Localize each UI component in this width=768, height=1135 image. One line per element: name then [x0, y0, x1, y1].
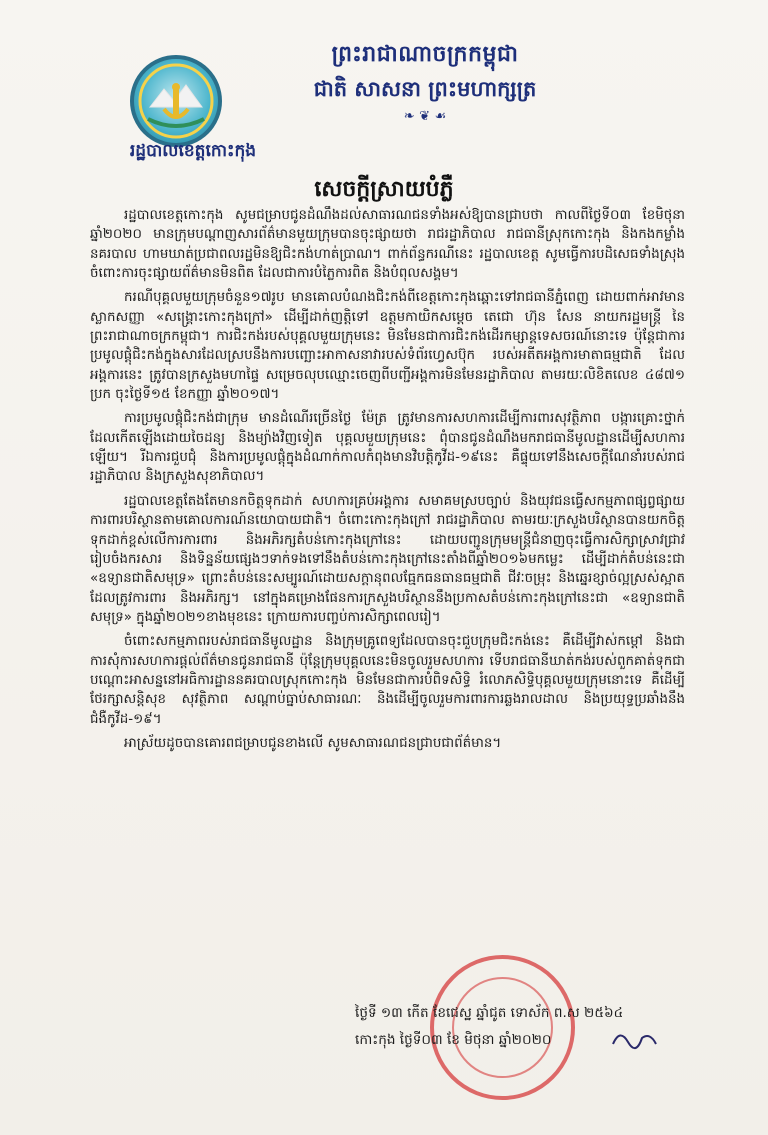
kingdom-line: ព្រះរាជាណាចក្រកម្ពុជា	[331, 42, 519, 67]
paragraph-4: រដ្ឋបាលខេត្តតែងតែមានកចិត្តទុកដាក់ សហការគ្រប់អង្គការ សមាគមស្របច្បាប់ និងយុវជនធ្វើសកម្មភាពផ្សព្វផ្សាយការពារបរិស្ថានតាមគោលការណ៍នយោបាយជាតិ។ ចំពោះកោះកុងក្រៅ រាជរដ្ឋាភិបាល តាមរយៈក្រសួងបរិស្ថានបានយកចិត្តទុកដាក់ខ្ពស់លើការការពារ និងអភិរក្សតំបន់កោះកុងក្រៅនេះ ដោយបញ្ជូនក្រុមមន្ត្រីជំនាញចុះធ្វើការសិក្សាស្រាវជ្រាវរៀបចំងករសារ និងទិន្នន័យផ្សេងៗទាក់ទងទៅនឹងតំបន់កោះកុងក្រៅនេះតាំងពីឆ្នាំ២០១៦មកម្លេះ ដើម្បីដាក់តំបន់នេះជា «ឧទ្យានជាតិសមុទ្រ» ព្រោះតំបន់នេះសម្បូរណ៍ដោយសក្តានុពលធ្មែកធនធានធម្មជាតិ ជីវៈចម្រុះ និងឆ្នេរខ្សាច់ល្អស្រស់ស្អាត ដែលត្រូវការពារ និងអភិរក្ស។ នៅក្នុងគម្រោងផែនការក្រសួងបរិស្ថាននឹងប្រកាសតំបន់កោះកុងក្រៅនេះជា «ឧទ្យានជាតិសមុទ្រ» ក្នុងឆ្នាំ២០២១ខាងមុខនេះ ក្រោយការបញ្ចប់ការសិក្សាពេលរៀ។	[90, 493, 685, 625]
kingdom-header	[250, 40, 600, 124]
document-body	[90, 206, 685, 758]
solar-date: កោះកុង ថ្ងៃទី០៣ ខែ មិថុនា ឆ្នាំ២០២០	[355, 1032, 552, 1048]
document-title: សេចក្តីស្រាយបំភ្លឺ	[314, 177, 454, 202]
paragraph-5: ចំពោះសកម្មភាពរបស់រាជធានីមូលដ្ឋាន និងក្រុមគ្រូពេទ្យដែលបានចុះជួបក្រុមជិះកង់នេះ គឺដើម្បីវាស់កម្តៅ និងជាការសុំការសហការផ្តល់ព័ត៌មានជូនរាជធានី ប៉ុន្តែក្រុមបុគ្គលនេះមិនចូលរួមសហការ ទើបរាជធានីឃាត់កង់របស់ពួកគាត់ទុកជាបណ្តោះអាសន្ននៅអធិការដ្ឋាននគរបាលស្រុកកោះកុង មិនមែនជាការបំពិទសិទ្ធិ រំលោភសិទ្ធិបុគ្គលមួយក្រុមនោះទេ គឺដើម្បីថែរក្សាសន្តិសុខ សុវត្ថិភាព សណ្តាប់ធ្នាប់សាធារណៈ និងដើម្បីចូលរួមការពារការឆ្លងរាលដាល និងប្រយុទ្ធប្រឆាំងនឹងជំងឺកូវីដ-១៩។	[90, 634, 685, 727]
organization-name: រដ្ឋបាលខេត្តកោះកុង	[129, 141, 257, 161]
paragraph-3: ការប្រមូលផ្តុំជិះកង់ជាក្រុម មានដំណើរច្រើនថ្ងៃ ម៉ែត្រ ត្រូវមានការសហការដើម្បីការពារសុវត្ថិភាព បង្ការគ្រោះថ្នាក់ដែលកើតឡើងដោយចៃដន្យ និងម្យ៉ាងវិញទៀត បុគ្គលមួយក្រុមនេះ ពុំបានជូនដំណឹងមករាជធានីមូលដ្ឋានដើម្បីសហការឡើយ។ រីឯការជួបជុំ និងការប្រមូលផ្តុំក្នុងដំណាក់កាលកំពុងមានវិបត្តិកូវីដ-១៩នេះ គឺផ្ទុយទៅនឹងសេចក្តីណែនាំរបស់រាជរដ្ឋាភិបាល និងក្រសួងសុខាភិបាល។	[90, 411, 685, 485]
paragraph-1: រដ្ឋបាលខេត្តកោះកុង សូមជម្រាបជូនដំណឹងដល់សាធារណជនទាំងអស់ឱ្យបានជ្រាបថា កាលពីថ្ងៃទី០៣ ខែមិថុនា ឆ្នាំ២០២០ មានក្រុមបណ្តាញសារព័ត៌មានមួយក្រុមបានចុះផ្សាយថា រាជរដ្ឋាភិបាល រាជធានីស្រុកកោះកុង និងកងកម្លាំងនគរបាល ហាមឃាត់ប្រជាពលរដ្ឋមិនឱ្យជិះកង់ហាត់ប្រាណ។ ពាក់ព័ន្ធករណីនេះ រដ្ឋបាលខេត្ត សូមធ្វើការបដិសេធទាំងស្រុងចំពោះការចុះផ្សាយព័ត៌មានមិនពិត ដែលជាការបំភ្លៃការពិត និងបំពុលសង្គម។	[90, 208, 685, 282]
ornament-divider: ❧ ❦ ☙	[403, 109, 447, 124]
motto-line: ជាតិ សាសនា ព្រះមហាក្សត្រ	[313, 77, 537, 101]
paragraph-2: ករណីបុគ្គលមួយក្រុមចំនួន១៧រូប មានគោលបំណងជិះកង់ពីខេត្តកោះកុងឆ្ពោះទៅរាជធានីភ្នំពេញ ដោយពាក់អាវមានស្លាកសញ្ញា «សង្គ្រោះកោះកុងក្រៅ» ដើម្បីដាក់ញត្តិទៅ ឧត្តមកាយិកសម្តេច តេជោ ហ៊ុន សែន នាយករដ្ឋមន្ត្រី នៃព្រះរាជាណាចក្រកម្ពុជា។ ការជិះកង់របស់បុគ្គលមួយក្រុមនេះ មិនមែនជាការជិះកង់ដើរកម្សាន្តទេសចរណ៍នោះទេ ប៉ុន្តែជាការប្រមូលផ្តុំជិះកង់ក្នុងសារដែលស្របនឹងការបញ្ឆោះអាកាសនាវារបស់ទំព័រហ្វេសប៊ុក របស់អតីតអង្គការមាតាធម្មជាតិ ដែលអង្គការនេះ ត្រូវបានក្រសួងមហាផ្ទៃ សម្រេចលុបឈ្មោះចេញពីបញ្ជីអង្គការមិនមែនរដ្ឋាភិបាល តាមរយៈលិខិតលេខ ៤៨៧១ ប្រក ចុះថ្ងៃទី១៥ ខែកញ្ញា ឆ្នាំ២០១៧។	[90, 290, 685, 403]
paragraph-6: អាស្រ័យដូចបានគោរពជម្រាបជូនខាងលើ សូមសាធារណជនជ្រាបជាព័ត៌មាន។	[124, 735, 502, 751]
signature-mark	[610, 1024, 660, 1054]
provincial-emblem-logo	[130, 55, 222, 147]
lunar-date: ថ្ងៃទី ១៣ កើត ខែជេស្ឋ ឆ្នាំជូត ទោស័ក ព.ស ២៥៦៤	[355, 1005, 624, 1021]
